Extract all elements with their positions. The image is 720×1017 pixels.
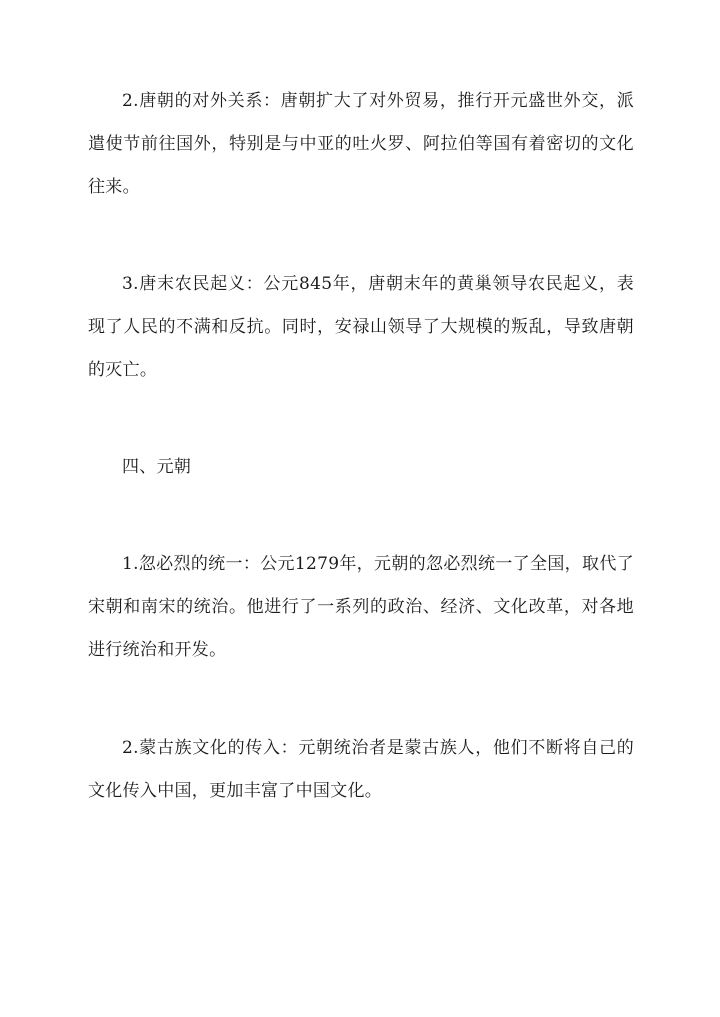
section-heading-yuan: 四、元朝	[122, 457, 192, 477]
paragraph-late-tang-uprising: 3.唐末农民起义：公元845年，唐朝末年的黄巢领导农民起义，表现了人民的不满和反抗。同时，安禄山领导了大规模的叛乱，导致唐朝的灭亡。	[88, 274, 634, 380]
paragraph-tang-foreign-relations: 2.唐朝的对外关系：唐朝扩大了对外贸易，推行开元盛世外交，派遣使节前往国外，特别是与中亚的吐火罗、阿拉伯等国有着密切的文化往来。	[88, 91, 634, 197]
paragraph-mongol-culture: 2.蒙古族文化的传入：元朝统治者是蒙古族人，他们不断将自己的文化传入中国，更加丰富了中国文化。	[88, 738, 634, 801]
paragraph-kublai-unification: 1.忽必烈的统一：公元1279年，元朝的忽必烈统一了全国，取代了宋朝和南宋的统治。他进行了一系列的政治、经济、文化改革，对各地进行统治和开发。	[88, 554, 634, 660]
